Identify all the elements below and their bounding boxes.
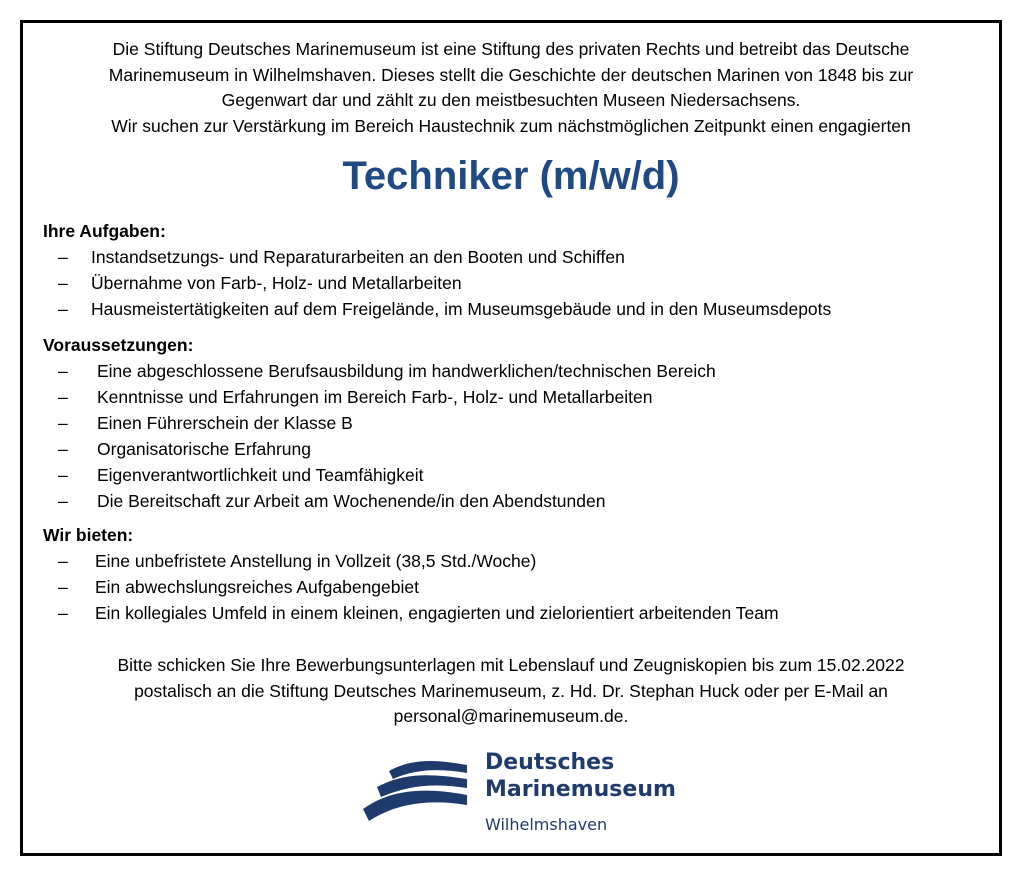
- list-item: [43, 244, 979, 270]
- waves-icon: [359, 757, 471, 827]
- logo-name-line: Marinemuseum: [485, 777, 676, 802]
- dash-bullet: –: [58, 273, 68, 293]
- dash-bullet: –: [58, 577, 68, 597]
- section-heading: Voraussetzungen:: [43, 335, 194, 355]
- list-item: [43, 436, 979, 462]
- dash-bullet: –: [58, 603, 68, 623]
- dash-bullet: –: [58, 439, 68, 459]
- list-item-text: Hausmeistertätigkeiten auf dem Freigelände, im Museumsgebäude und in den Museumsdepots: [91, 299, 832, 319]
- job-title: Techniker (m/w/d): [342, 154, 680, 198]
- list-item-text: Die Bereitschaft zur Arbeit am Wochenende/in den Abendstunden: [97, 491, 606, 511]
- closing-text: [23, 653, 999, 730]
- section-heading: Ihre Aufgaben:: [43, 221, 166, 241]
- intro-line: Die Stiftung Deutsches Marinemuseum ist eine Stiftung des privaten Rechts und betreibt das Deutsche: [112, 39, 910, 59]
- logo-name-line: Deutsches: [485, 750, 615, 775]
- intro-line: Gegenwart dar und zählt zu den meistbesuchten Museen Niedersachsens.: [221, 90, 801, 110]
- list-item: [43, 488, 979, 514]
- logo-city: Wilhelmshaven: [485, 815, 608, 834]
- closing-line: personal@marinemuseum.de.: [393, 706, 629, 726]
- list-item-text: Übernahme von Farb-, Holz- und Metallarbeiten: [91, 273, 462, 293]
- list-item-text: Eine unbefristete Anstellung in Vollzeit (38,5 Std./Woche): [95, 551, 537, 571]
- list-item: [43, 384, 979, 410]
- dash-bullet: –: [58, 361, 68, 381]
- list-item-text: Ein abwechslungsreiches Aufgabengebiet: [95, 577, 419, 597]
- list-item: [43, 600, 979, 626]
- section-aufgaben: [43, 219, 979, 322]
- intro-line: Marinemuseum in Wilhelmshaven. Dieses stellt die Geschichte der deutschen Marinen von 1848 bis zur: [108, 64, 914, 85]
- requirements-list: [43, 358, 979, 514]
- dash-bullet: –: [58, 551, 68, 571]
- task-list: [43, 244, 979, 322]
- dash-bullet: –: [58, 491, 68, 511]
- dash-bullet: –: [58, 247, 68, 267]
- list-item-text: Kenntnisse und Erfahrungen im Bereich Farb-, Holz- und Metallarbeiten: [97, 387, 653, 407]
- intro-text: [23, 37, 999, 139]
- list-item-text: Eigenverantwortlichkeit und Teamfähigkeit: [97, 465, 424, 485]
- list-item-text: Eine abgeschlossene Berufsausbildung im handwerklichen/technischen Bereich: [97, 361, 716, 381]
- closing-line: postalisch an die Stiftung Deutsches Marinemuseum, z. Hd. Dr. Stephan Huck oder per E-Mail an: [134, 680, 888, 701]
- list-item: [43, 462, 979, 488]
- list-item: [43, 410, 979, 436]
- list-item-text: Organisatorische Erfahrung: [97, 439, 311, 459]
- dash-bullet: –: [58, 465, 68, 485]
- section-wir-bieten: [43, 523, 979, 626]
- dash-bullet: –: [58, 387, 68, 407]
- dash-bullet: –: [58, 299, 68, 319]
- benefits-list: [43, 548, 979, 626]
- list-item: [43, 270, 979, 296]
- list-item-text: Ein kollegiales Umfeld in einem kleinen, engagierten und zielorientiert arbeitenden Team: [95, 603, 779, 623]
- list-item-text: Einen Führerschein der Klasse B: [97, 413, 353, 433]
- museum-logo: [359, 749, 679, 845]
- closing-line: Bitte schicken Sie Ihre Bewerbungsunterlagen mit Lebenslauf und Zeugniskopien bis zum 15.02.2022: [117, 655, 905, 675]
- list-item: [43, 296, 979, 322]
- list-item: [43, 358, 979, 384]
- list-item-text: Instandsetzungs- und Reparaturarbeiten an den Booten und Schiffen: [91, 247, 625, 267]
- section-voraussetzungen: [43, 333, 979, 514]
- job-ad-frame: [20, 20, 1002, 856]
- section-heading: Wir bieten:: [43, 525, 134, 545]
- dash-bullet: –: [58, 413, 68, 433]
- list-item: [43, 548, 979, 574]
- intro-line: Wir suchen zur Verstärkung im Bereich Haustechnik zum nächstmöglichen Zeitpunkt einen engagierten: [111, 115, 911, 136]
- list-item: [43, 574, 979, 600]
- logo-brand-name: [485, 749, 676, 803]
